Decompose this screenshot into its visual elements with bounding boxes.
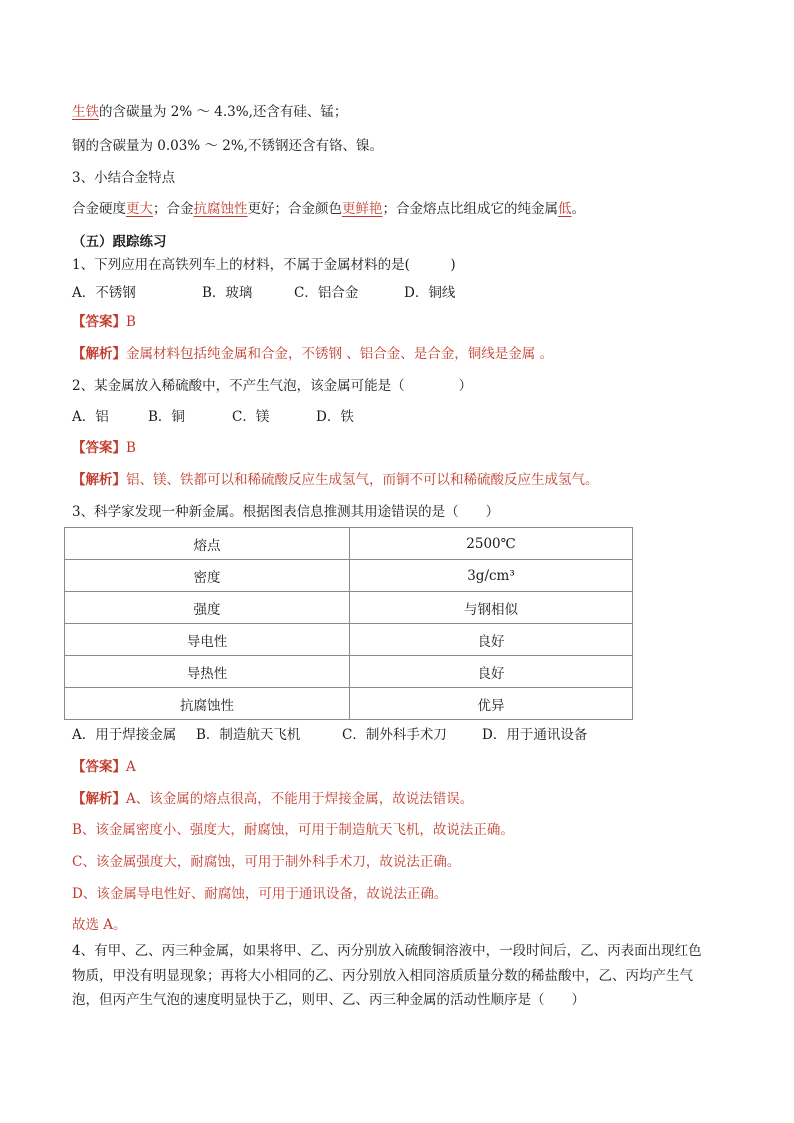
option-a: A．不锈钢 xyxy=(72,285,136,301)
analysis-text: A、该金属的熔点很高，不能用于焊接金属，故说法错误。 xyxy=(126,791,474,807)
section-title: （五）跟踪练习 xyxy=(72,234,167,250)
table-cell-property: 强度 xyxy=(65,592,350,624)
question-3-analysis-c: C、该金属强度大，耐腐蚀，可用于制外科手术刀，故说法正确。 xyxy=(72,854,461,870)
option-c: C．制外科手术刀 xyxy=(342,727,447,743)
table-row xyxy=(65,592,633,624)
option-b: B．铜 xyxy=(148,409,185,425)
intro-text: 的含碳量为 2% ～ 4.3%,还含有硅、锰； xyxy=(99,104,348,120)
metal-properties-table xyxy=(64,527,633,720)
analysis-tag: 【解析】 xyxy=(72,346,126,362)
question-3-analysis-a xyxy=(72,789,473,809)
intro-line-pig-iron xyxy=(72,102,347,122)
question-2-analysis xyxy=(72,470,599,490)
question-3-conclusion: 故选 A。 xyxy=(72,917,127,933)
question-2-stem: 2、某金属放入稀硫酸中，不产生气泡，该金属可能是（ ） xyxy=(72,378,473,394)
table-cell-property: 导热性 xyxy=(65,656,350,688)
question-3-options xyxy=(72,725,587,745)
option-b: B．玻璃 xyxy=(202,285,253,301)
term-pig-iron: 生铁 xyxy=(72,104,99,120)
question-3-answer xyxy=(72,757,136,777)
table-cell-property: 导电性 xyxy=(65,624,350,656)
option-d: D．铁 xyxy=(316,409,354,425)
table-row xyxy=(65,624,633,656)
text: 合金硬度 xyxy=(72,201,126,217)
text: 。 xyxy=(571,201,585,217)
keyword-harder: 更大 xyxy=(126,201,153,217)
answer-tag: 【答案】 xyxy=(72,759,126,775)
table-cell-property: 熔点 xyxy=(65,528,350,560)
answer-value: A xyxy=(126,759,136,775)
question-4-line-2: 物质，甲没有明显现象；再将大小相同的乙、丙分别放入相同溶质质量分数的稀盐酸中，乙、丙均产生气 xyxy=(72,968,693,984)
question-4-line-1: 4、有甲、乙、丙三种金属，如果将甲、乙、丙分别放入硫酸铜溶液中，一段时间后，乙、丙表面出现红色 xyxy=(72,943,702,959)
question-3-analysis-b: B、该金属密度小、强度大，耐腐蚀，可用于制造航天飞机，故说法正确。 xyxy=(72,822,514,838)
table-cell-property: 密度 xyxy=(65,560,350,592)
text: ；合金 xyxy=(153,201,194,217)
question-1-analysis xyxy=(72,344,553,364)
alloy-features-line xyxy=(72,199,585,219)
text: ；合金熔点比组成它的纯金属 xyxy=(382,201,558,217)
option-c: C．铝合金 xyxy=(294,285,359,301)
table-row xyxy=(65,528,633,560)
table-row xyxy=(65,688,633,720)
option-b: B．制造航天飞机 xyxy=(196,727,301,743)
table-cell-value: 优异 xyxy=(350,688,633,720)
question-1-stem: 1、下列应用在高铁列车上的材料，不属于金属材料的是( ) xyxy=(72,257,456,273)
table-row xyxy=(65,560,633,592)
intro-line-steel: 钢的含碳量为 0.03% ～ 2%,不锈钢还含有铬、镍。 xyxy=(72,138,383,154)
option-d: D．铜线 xyxy=(404,285,456,301)
table-cell-value: 与钢相似 xyxy=(350,592,633,624)
analysis-tag: 【解析】 xyxy=(72,791,126,807)
answer-tag: 【答案】 xyxy=(72,314,126,330)
question-3-analysis-d: D、该金属导电性好、耐腐蚀，可用于通讯设备，故说法正确。 xyxy=(72,886,448,902)
question-4-line-3: 泡，但丙产生气泡的速度明显快于乙，则甲、乙、丙三种金属的活动性顺序是（ ） xyxy=(72,992,585,1008)
table-row xyxy=(65,656,633,688)
keyword-brighter: 更鲜艳 xyxy=(342,201,383,217)
analysis-tag: 【解析】 xyxy=(72,472,126,488)
option-a: A．用于焊接金属 xyxy=(72,727,177,743)
keyword-corrosion: 抗腐蚀性 xyxy=(193,201,248,217)
subheading-alloy-summary: 3、小结合金特点 xyxy=(72,170,176,186)
table-cell-value: 良好 xyxy=(350,656,633,688)
table-cell-value: 良好 xyxy=(350,624,633,656)
question-1-options xyxy=(72,283,455,303)
question-3-stem: 3、科学家发现一种新金属。根据图表信息推测其用途错误的是（ ） xyxy=(72,504,500,520)
table-cell-value: 2500℃ xyxy=(350,528,633,560)
question-2-answer xyxy=(72,438,136,458)
text: 更好；合金颜色 xyxy=(247,201,342,217)
answer-tag: 【答案】 xyxy=(72,440,126,456)
option-a: A．铝 xyxy=(72,409,109,425)
answer-value: B xyxy=(126,314,136,330)
option-c: C．镁 xyxy=(232,409,270,425)
table-cell-property: 抗腐蚀性 xyxy=(65,688,350,720)
table-cell-value: 3g/cm³ xyxy=(350,560,633,592)
analysis-text: 金属材料包括纯金属和合金，不锈钢 、铝合金、是合金，铜线是金属 。 xyxy=(126,346,554,362)
answer-value: B xyxy=(126,440,136,456)
question-2-options xyxy=(72,407,354,427)
question-1-answer xyxy=(72,312,136,332)
analysis-text: 铝、镁、铁都可以和稀硫酸反应生成氢气，而铜不可以和稀硫酸反应生成氢气。 xyxy=(126,472,599,488)
keyword-lower: 低 xyxy=(558,201,572,217)
option-d: D．用于通讯设备 xyxy=(482,727,588,743)
